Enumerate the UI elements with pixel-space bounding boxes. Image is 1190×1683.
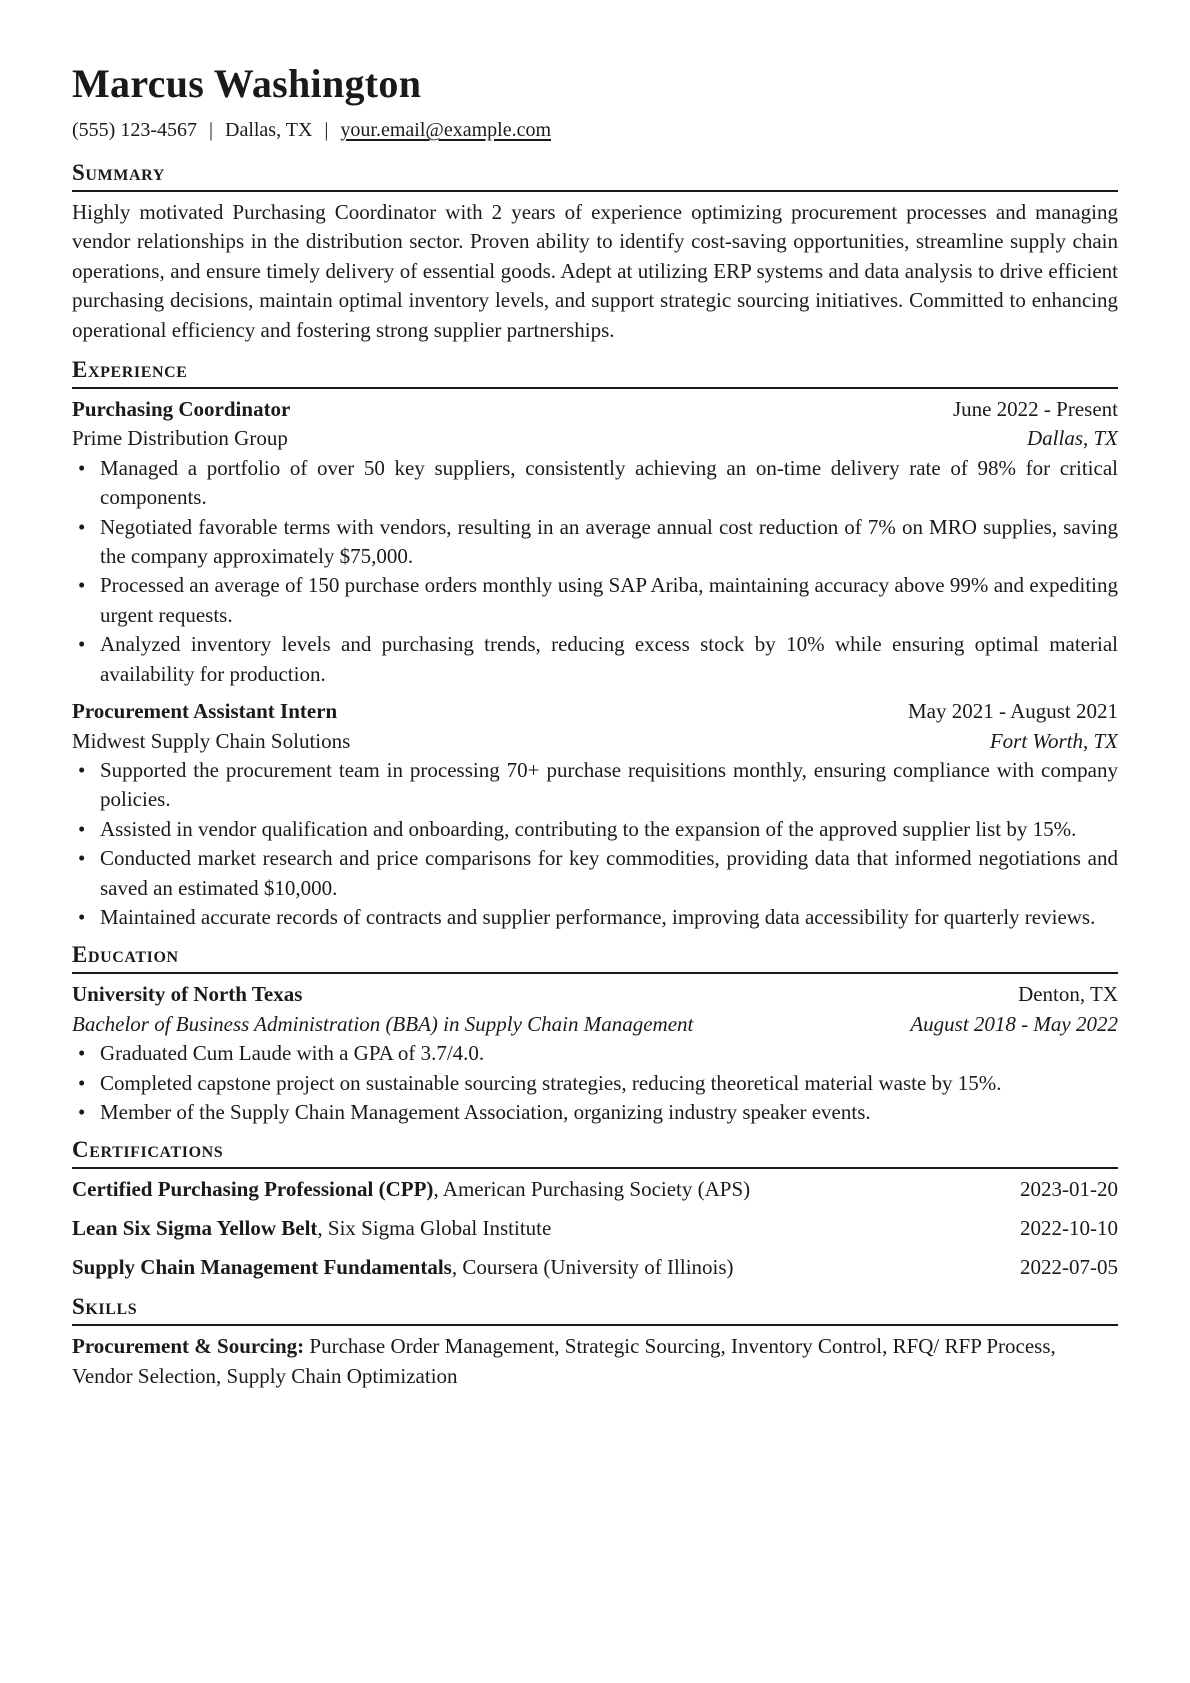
certification-item <box>72 1175 1118 1204</box>
job-dates: June 2022 - Present <box>952 397 1118 422</box>
email-link[interactable]: your.email@example.com <box>340 119 551 141</box>
skill-category: Procurement & Sourcing: <box>72 1334 305 1359</box>
skills-item <box>72 1332 1118 1391</box>
summary-text: Highly motivated Purchasing Coordinator with 2 years of experience optimizing procurement processes and managing vendor relationships in the distribution sector. Proven ability to identify cost-saving opportunities, streamline supply chain operations, and ensure timely delivery of essential goods. Adept at utilizing ERP systems and data analysis to drive efficient purchasing decisions, maintain optimal inventory levels, and support strategic sourcing initiatives. Committed to enhancing operational efficiency and fostering strong supplier partnerships. <box>72 200 1118 342</box>
section-title-education: Education <box>72 940 1118 974</box>
list-item: • Graduated Cum Laude with a GPA of 3.7/4.0. <box>72 1039 1118 1068</box>
cert-name: Supply Chain Management Fundamentals <box>72 1255 452 1280</box>
job-role: Purchasing Coordinator <box>72 397 291 422</box>
cert-name: Lean Six Sigma Yellow Belt <box>72 1216 318 1241</box>
section-title-experience: Experience <box>72 355 1118 389</box>
section-title-skills: Skills <box>72 1292 1118 1326</box>
list-item: • Completed capstone project on sustainable sourcing strategies, reducing theoretical material waste by 15%. <box>72 1069 1118 1098</box>
cert-date: 2023-01-20 <box>1020 1177 1118 1202</box>
job-dates: May 2021 - August 2021 <box>908 699 1118 724</box>
list-item: • Processed an average of 150 purchase orders monthly using SAP Ariba, maintaining accuracy above 99% and expediting urgent requests. <box>72 571 1118 630</box>
job-location: Dallas, TX <box>1026 426 1118 451</box>
location: Dallas, TX <box>225 119 313 141</box>
education-bullets <box>72 1039 1118 1127</box>
certification-item <box>72 1253 1118 1282</box>
school-name: University of North Texas <box>72 982 303 1007</box>
education-dates: August 2018 - May 2022 <box>910 1011 1118 1036</box>
job-entry <box>72 697 1118 932</box>
separator: | <box>208 119 213 141</box>
skill-list: Purchase Order Management, Strategic Sourcing, Inventory Control, RFQ/ RFP Process, Vendor Selection, Supply Chain Optimization <box>72 1334 1056 1388</box>
list-item: • Negotiated favorable terms with vendors, resulting in an average annual cost reduction of 7% on MRO supplies, saving the company approximately $75,000. <box>72 513 1118 572</box>
contact-line <box>72 116 1118 144</box>
separator: | <box>324 119 329 141</box>
job-location: Fort Worth, TX <box>989 728 1118 753</box>
list-item: • Assisted in vendor qualification and onboarding, contributing to the expansion of the approved supplier list by 15%. <box>72 815 1118 844</box>
job-company: Prime Distribution Group <box>72 426 288 451</box>
list-item: • Maintained accurate records of contracts and supplier performance, improving data accessibility for quarterly reviews. <box>72 903 1118 932</box>
school-location: Denton, TX <box>1018 982 1118 1007</box>
job-bullets <box>72 454 1118 689</box>
cert-date: 2022-07-05 <box>1020 1255 1118 1280</box>
section-title-summary: Summary <box>72 158 1118 192</box>
list-item: • Supported the procurement team in processing 70+ purchase requisitions monthly, ensuring compliance with company policies. <box>72 756 1118 815</box>
job-company: Midwest Supply Chain Solutions <box>72 728 351 753</box>
cert-date: 2022-10-10 <box>1020 1216 1118 1241</box>
job-role: Procurement Assistant Intern <box>72 699 338 724</box>
cert-issuer: , American Purchasing Society (APS) <box>433 1177 751 1202</box>
list-item: • Managed a portfolio of over 50 key suppliers, consistently achieving an on-time delivery rate of 98% for critical components. <box>72 454 1118 513</box>
job-bullets <box>72 756 1118 932</box>
cert-name: Certified Purchasing Professional (CPP) <box>72 1177 434 1202</box>
job-entry <box>72 395 1118 689</box>
list-item: • Conducted market research and price comparisons for key commodities, providing data that informed negotiations and saved an estimated $10,000. <box>72 844 1118 903</box>
certification-item <box>72 1214 1118 1243</box>
list-item: • Analyzed inventory levels and purchasing trends, reducing excess stock by 10% while ensuring optimal material availability for production. <box>72 630 1118 689</box>
cert-issuer: , Coursera (University of Illinois) <box>451 1255 734 1280</box>
candidate-name: Marcus Washington <box>72 61 422 106</box>
degree: Bachelor of Business Administration (BBA) in Supply Chain Management <box>72 1011 694 1036</box>
phone: (555) 123-4567 <box>72 119 197 141</box>
list-item: • Member of the Supply Chain Management Association, organizing industry speaker events. <box>72 1098 1118 1127</box>
section-title-certifications: Certifications <box>72 1135 1118 1169</box>
cert-issuer: , Six Sigma Global Institute <box>317 1216 552 1241</box>
